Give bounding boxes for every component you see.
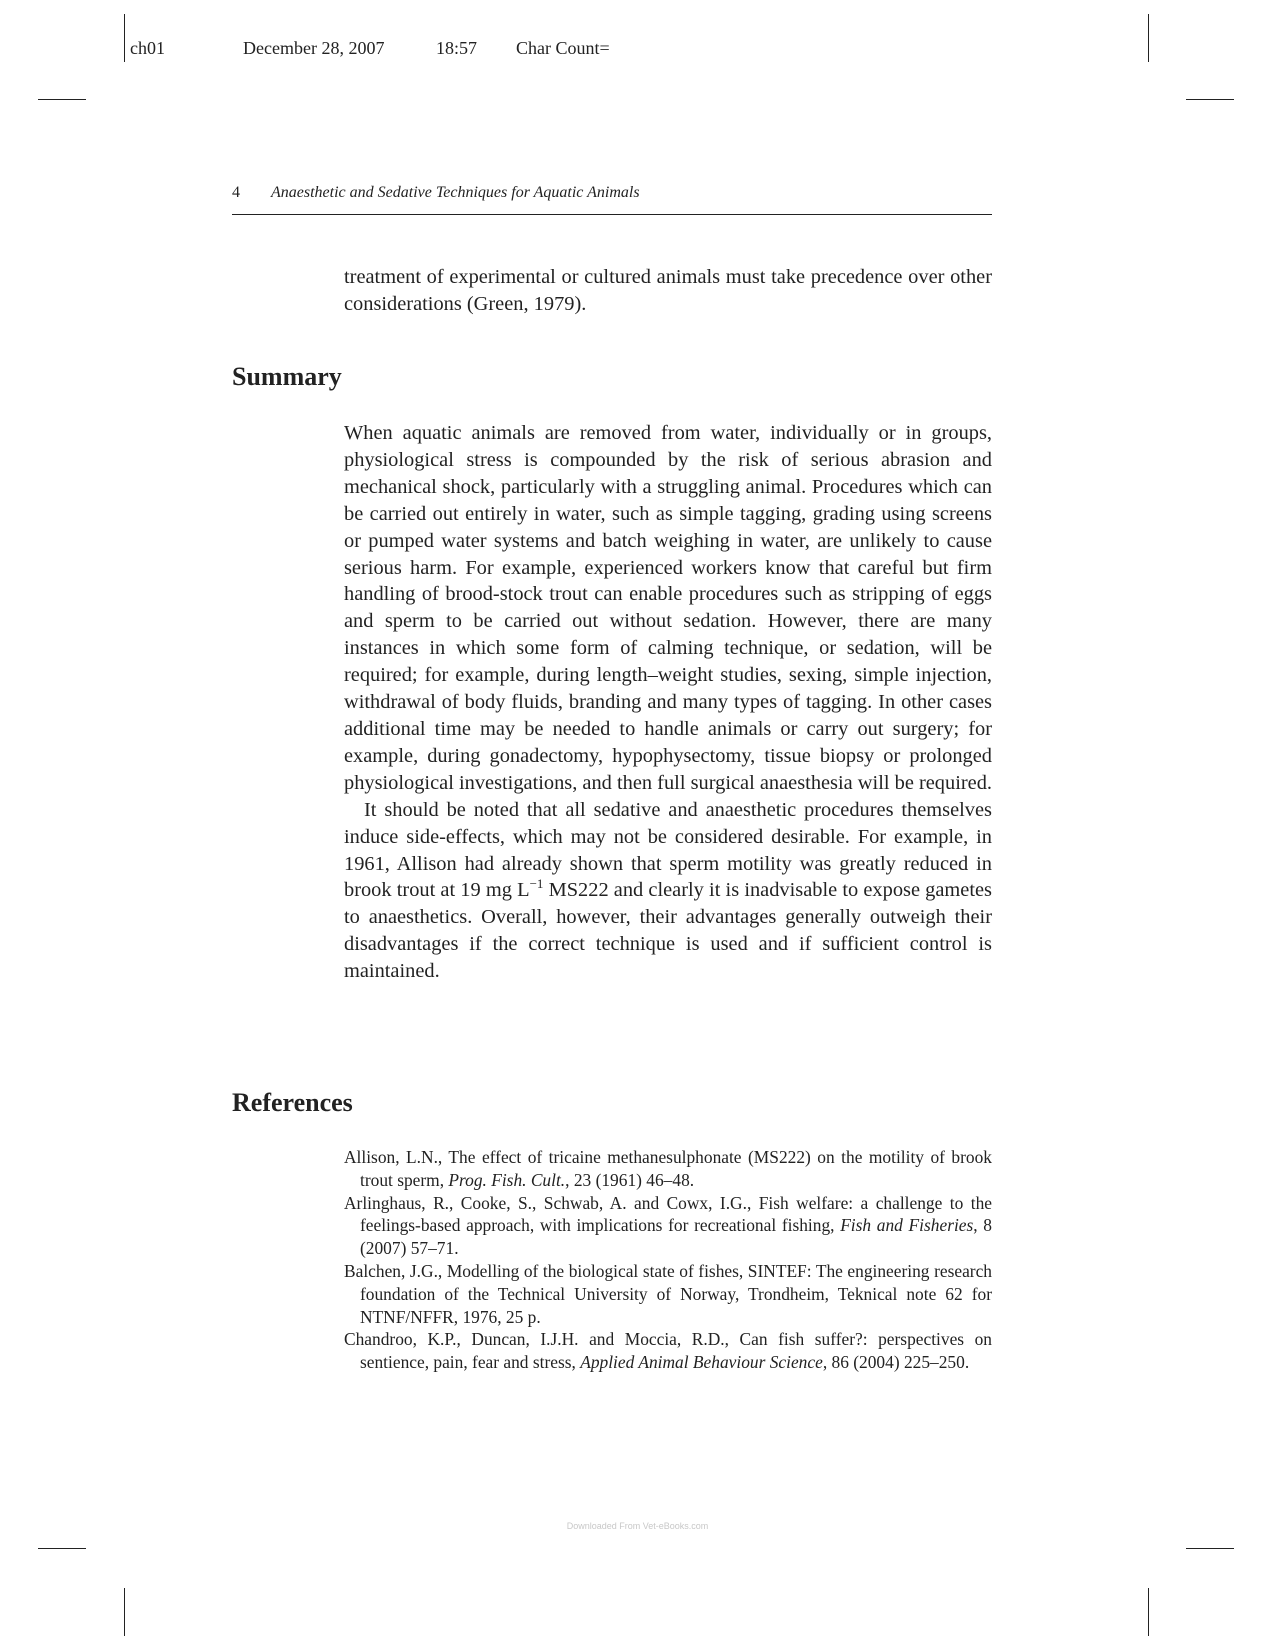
summary-body [344,420,992,985]
references-heading: References [232,1088,353,1117]
crop-mark-bottom-right-horizontal [1186,1548,1234,1549]
slug-date: December 28, 2007 [243,38,385,58]
crop-mark-bottom-left-horizontal [38,1548,86,1549]
reference-journal: Prog. Fish. Cult. [448,1169,566,1190]
slug-file-name: ch01 [130,38,165,58]
summary-paragraph-2-part-a: It should be noted that all sedative and anaesthetic procedures themselves induce side-effects, which may not be considered desirable. For example, in 1961, Allison had already shown that sperm motility was greatly reduced in brook trout at 19 mg L [344,798,992,902]
intro-paragraph: treatment of experimental or cultured animals must take precedence over other considerations (Green, 1979). [344,266,992,315]
summary-paragraph-2-part-b: MS222 and clearly it is inadvisable to expose gametes to anaesthetics. Overall, however, their advantages generally outweigh their disadvantages if the correct technique is used and if sufficient control is maintained. [344,879,992,983]
reference-item [344,1260,992,1328]
reference-details: , 23 (1961) 46–48. [565,1169,695,1190]
references-list [344,1146,992,1374]
crop-mark-top-right-vertical [1148,14,1149,62]
reference-text: Chandroo, K.P., Duncan, I.J.H. and Moccia, R.D., Can fish suffer?: perspectives on sentience, pain, fear and stress, [344,1329,992,1373]
reference-journal: Fish and Fisheries [840,1215,974,1236]
summary-paragraph-1: When aquatic animals are removed from water, individually or in groups, physiological stress is compounded by the risk of serious abrasion and mechanical shock, particularly with a struggling animal. Procedures which can be carried out entirely in water, such as simple tagging, grading using screens or pumped water systems and batch weighing in water, are unlikely to cause serious harm. For example, experienced workers know that careful but firm handling of brood-stock trout can enable procedures such as stripping of eggs and sperm to be carried out without sedation. However, there are many instances in which some form of calming technique, or sedation, will be required; for example, during length–weight studies, sexing, simple injection, withdrawal of body fluids, branding and many types of tagging. In other cases additional time may be needed to handle animals or carry out surgery; for example, during gonadectomy, hypophysectomy, tissue biopsy or prolonged physiological investigations, and then full surgical anaesthesia will be required. [344,422,992,794]
unit-exponent: −1 [529,876,544,892]
reference-journal: Applied Animal Behaviour Science [580,1352,823,1373]
reference-item [344,1146,992,1192]
slug-char-count: Char Count= [516,38,610,58]
watermark: Downloaded From Vet-eBooks.com [566,1521,709,1531]
reference-text: Balchen, J.G., Modelling of the biological state of fishes, SINTEF: The engineering research foundation of the Technical University of Norway, Trondheim, Teknical note 62 for NTNF/NFFR, 1976, 25 p. [344,1260,992,1327]
crop-mark-top-left-vertical [124,14,125,62]
reference-item [344,1192,992,1260]
summary-heading: Summary [232,362,342,391]
intro-paragraph-block [344,264,992,318]
running-head [232,184,992,215]
reference-text: Allison, L.N., The effect of tricaine methanesulphonate (MS222) on the motility of brook trout sperm, [344,1147,992,1190]
crop-mark-bottom-left-vertical [124,1588,125,1636]
crop-mark-bottom-right-vertical [1148,1588,1149,1636]
crop-mark-top-right-horizontal [1186,99,1234,100]
book-title: Anaesthetic and Sedative Techniques for Aquatic Animals [271,184,640,201]
slug-time: 18:57 [436,38,478,58]
summary-paragraph-2 [344,797,992,985]
reference-details: , 8 (2007) 57–71. [360,1215,993,1259]
page-number: 4 [232,184,240,201]
reference-item [344,1328,992,1374]
reference-details: , 86 (2004) 225–250. [822,1352,970,1373]
reference-text: Arlinghaus, R., Cooke, S., Schwab, A. and Cowx, I.G., Fish welfare: a challenge to the feelings-based approach, with implications for recreational fishing, [344,1192,992,1236]
crop-mark-top-left-horizontal [38,99,86,100]
